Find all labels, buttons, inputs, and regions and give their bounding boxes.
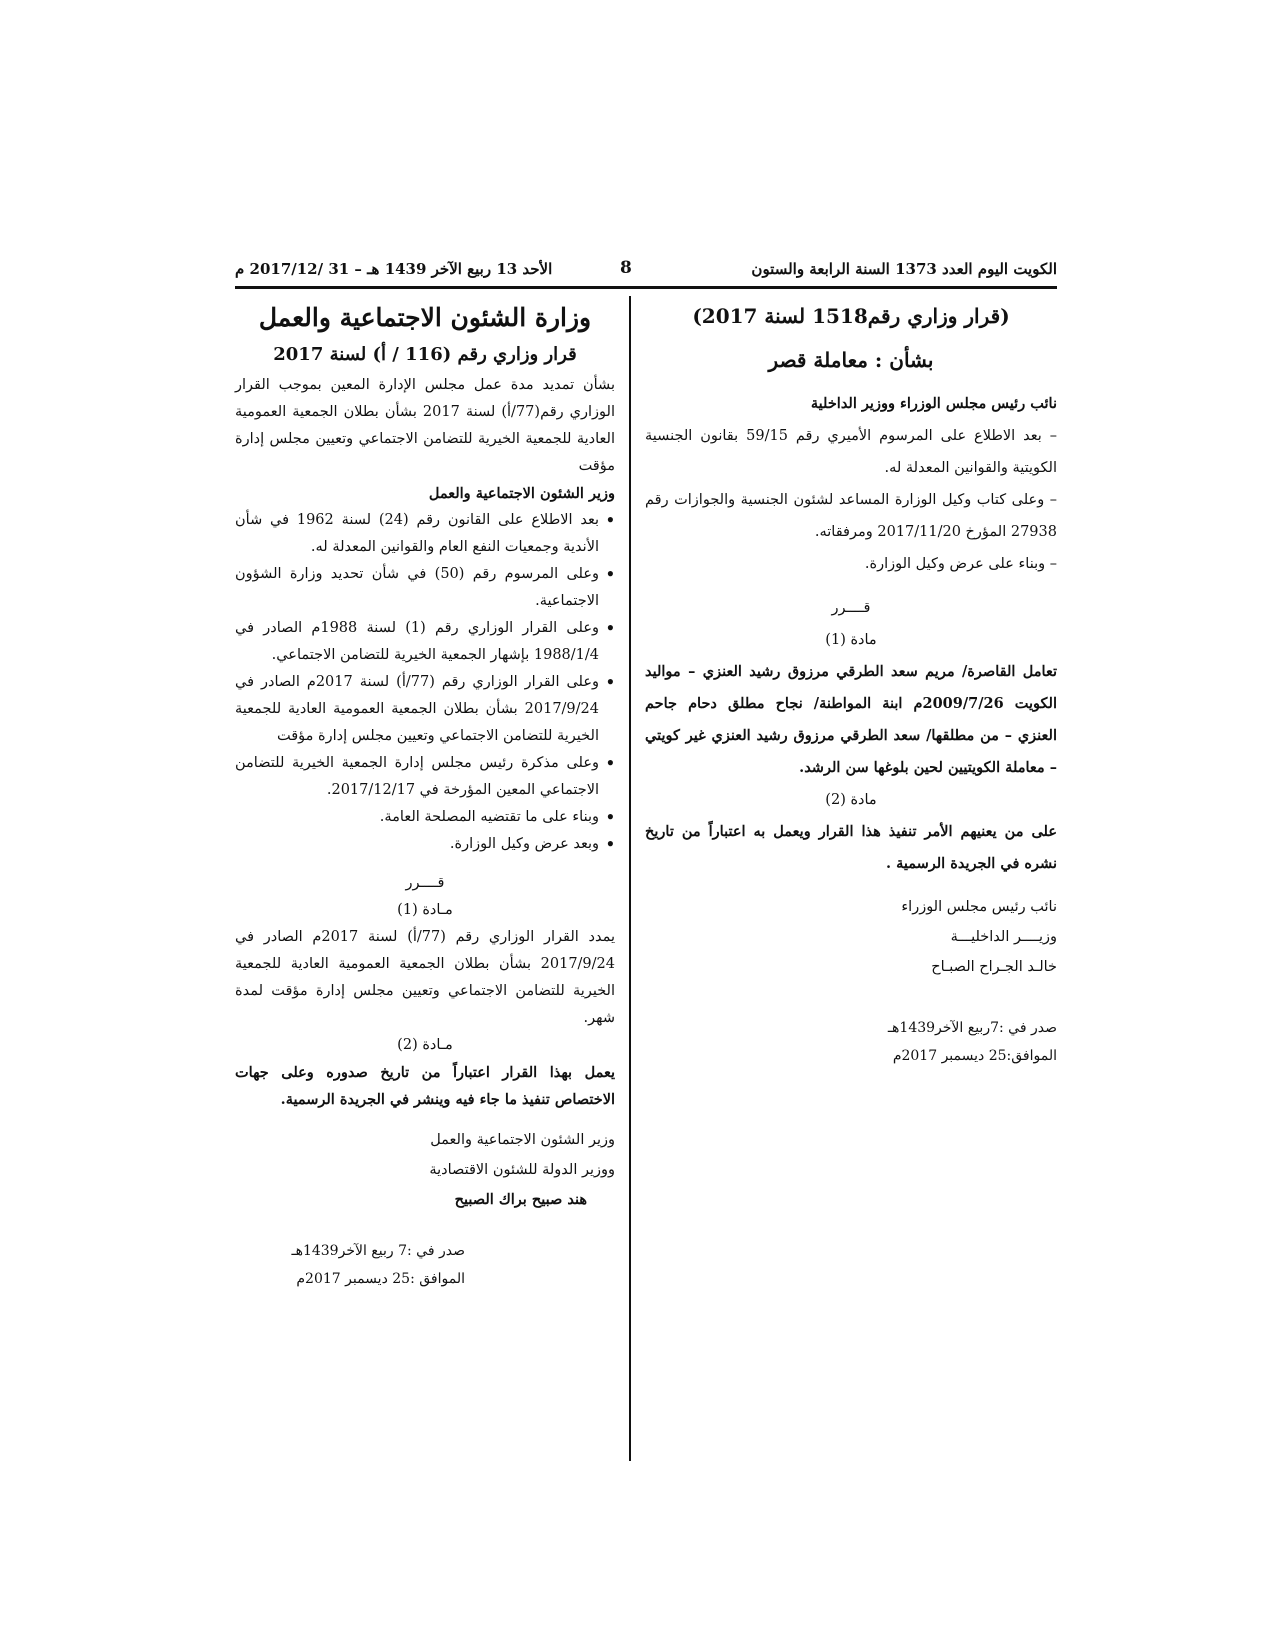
article-heading: مـادة (2) — [397, 1037, 453, 1053]
preamble-clause: – وبناء على عرض وكيل الوزارة. — [864, 556, 1057, 572]
page-number: 8 — [620, 258, 632, 278]
signature-line: نائب رئيس مجلس الوزراء — [901, 899, 1057, 915]
decree-title-116: قرار وزاري رقم (116 / أ) لسنة 2017 — [273, 344, 577, 365]
signature-line: وزير الشئون الاجتماعية والعمل — [430, 1132, 615, 1148]
right-column — [645, 298, 1057, 1070]
issuing-authority: نائب رئيس مجلس الوزراء ووزير الداخلية — [810, 395, 1057, 412]
preamble-bullet: • وعلى المرسوم رقم (50) في شأن تحديد وزارة الشؤون الاجتماعية. — [235, 561, 615, 615]
preamble-list — [235, 507, 615, 858]
preamble-bullet: • وعلى مذكرة رئيس مجلس إدارة الجمعية الخيرية للتضامن الاجتماعي المعين المؤرخة في 2017/12/17. — [235, 750, 615, 804]
article-text: تعامل القاصرة/ مريم سعد الطرقي مرزوق رشيد العنزي – مواليد الكويت 2009/7/26م ابنة المواطنة/ نجاح مطلق دحام جاحم العنزي – من مطلقها/ سعد الطرقي مرزوق رشيد العنزي غير كويتي – معاملة الكويتيين لحين بلوغها سن الرشد. — [645, 663, 1057, 776]
header-publication-info: الكويت اليوم العدد 1373 السنة الرابعة والستون — [751, 260, 1057, 278]
ministry-heading: وزارة الشئون الاجتماعية والعمل — [258, 303, 592, 332]
decree-subject-116: بشأن تمديد مدة عمل مجلس الإدارة المعين بموجب القرار الوزاري رقم(77/أ) لسنة 2017 بشأن بطلان الجمعية العمومية العادية للجمعية الخيرية للتضامن الاجتماعي وتعيين مجلس إدارة مؤقت — [235, 377, 615, 474]
issued-date-hijri: صدر في :7ربيع الآخر1439هـ — [887, 1020, 1057, 1036]
article-text: يمدد القرار الوزاري رقم (77/أ) لسنة 2017م الصادر في 2017/9/24 بشأن بطلان الجمعية العمومية العادية للجمعية الخيرية للتضامن الاجتماعي وتعيين مجلس إدارة مؤقت لمدة شهر. — [235, 929, 615, 1026]
preamble-bullet: • وبعد عرض وكيل الوزارة. — [235, 831, 615, 858]
page-header — [235, 258, 1057, 286]
decree-title-1518: (قرار وزاري رقم1518 لسنة 2017) — [692, 304, 1010, 328]
preamble-bullet: • بعد الاطلاع على القانون رقم (24) لسنة 1962 في شأن الأندية وجمعيات النفع العام والقوانين المعدلة له. — [235, 507, 615, 561]
decides-heading: قــــرر — [831, 600, 871, 616]
preamble-clause: – وعلى كتاب وكيل الوزارة المساعد لشئون الجنسية والجوازات رقم 27938 المؤرخ 2017/11/20 ومرفقاته. — [645, 492, 1057, 540]
header-date: الأحد 13 ربيع الآخر 1439 هـ – 31 /2017/12 م — [235, 260, 553, 278]
article-text: على من يعنيهم الأمر تنفيذ هذا القرار ويعمل به اعتباراً من تاريخ نشره في الجريدة الرسمية . — [645, 823, 1057, 872]
issued-date-gregorian: الموافق:25 ديسمبر 2017م — [892, 1048, 1057, 1064]
signature-line: ووزير الدولة للشئون الاقتصادية — [429, 1162, 615, 1178]
decree-subject-1518: بشأن : معاملة قصر — [768, 348, 934, 372]
article-heading: مادة (2) — [825, 792, 877, 808]
decides-heading: قــــرر — [405, 875, 445, 891]
article-heading: مـادة (1) — [397, 902, 453, 918]
issued-date-gregorian: الموافق :25 ديسمبر 2017م — [296, 1271, 465, 1287]
signature-name: هند صبيح براك الصبيح — [454, 1191, 587, 1208]
signature-line: وزيــــر الداخليـــة — [950, 929, 1057, 945]
signature-name: خالـد الجـراح الصبـاح — [931, 959, 1057, 975]
left-column — [235, 298, 615, 1293]
article-heading: مادة (1) — [825, 632, 877, 648]
issuing-authority: وزير الشئون الاجتماعية والعمل — [428, 485, 615, 502]
issued-date-hijri: صدر في :7 ربيع الآخر1439هـ — [291, 1243, 465, 1259]
header-rule — [235, 286, 1057, 289]
article-text: يعمل بهذا القرار اعتباراً من تاريخ صدوره وعلى جهات الاختصاص تنفيذ ما جاء فيه وينشر في الجريدة الرسمية. — [235, 1064, 615, 1108]
column-divider — [629, 296, 631, 1461]
preamble-bullet: • وعلى القرار الوزاري رقم (1) لسنة 1988م الصادر في 1988/1/4 بإشهار الجمعية الخيرية للتضامن الاجتماعي. — [235, 615, 615, 669]
preamble-bullet: • وبناء على ما تقتضيه المصلحة العامة. — [235, 804, 615, 831]
preamble-bullet: • وعلى القرار الوزاري رقم (77/أ) لسنة 2017م الصادر في 2017/9/24 بشأن بطلان الجمعية العمومية العادية للجمعية الخيرية للتضامن الاجتماعي وتعيين مجلس إدارة مؤقت — [235, 669, 615, 750]
preamble-clause: – بعد الاطلاع على المرسوم الأميري رقم 59/15 بقانون الجنسية الكويتية والقوانين المعدلة له. — [645, 428, 1057, 476]
